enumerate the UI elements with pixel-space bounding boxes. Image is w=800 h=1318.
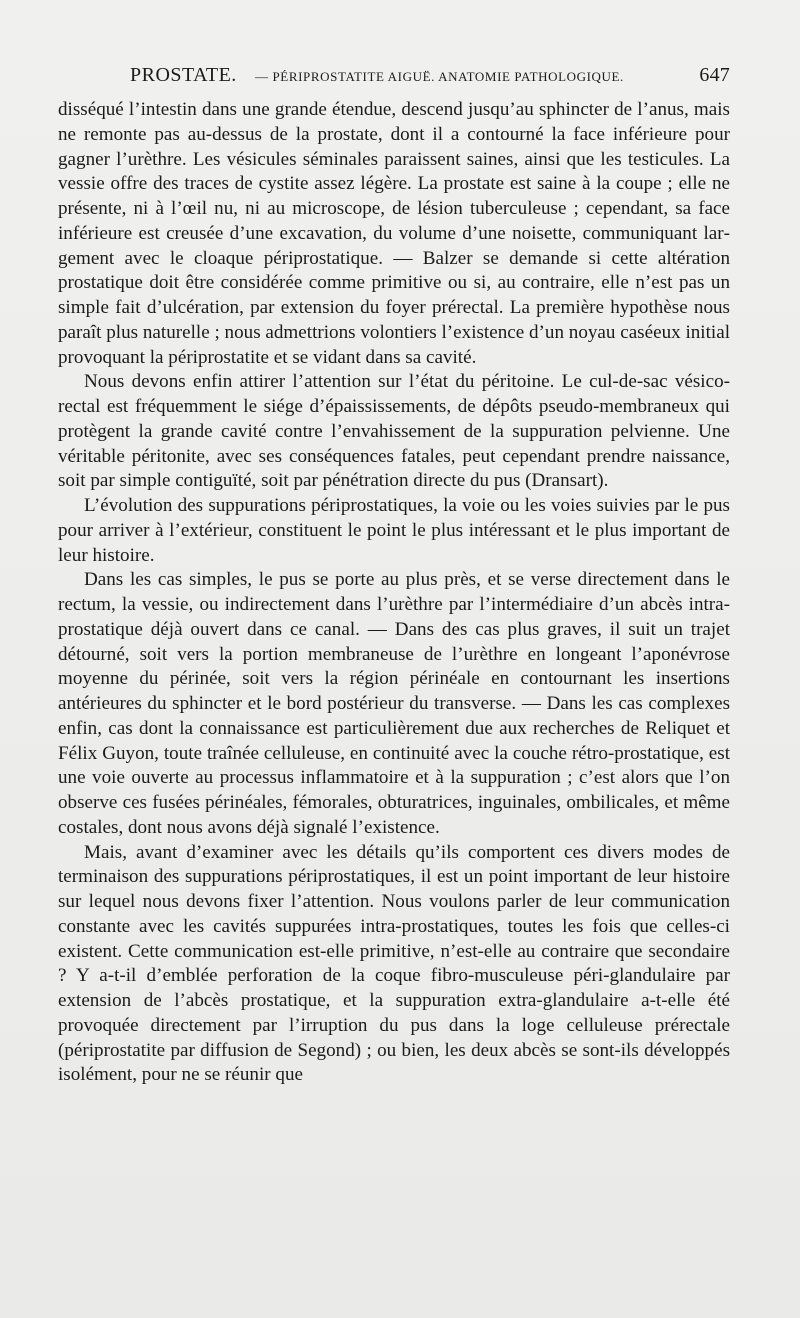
running-head-title: PROSTATE. — [130, 64, 237, 86]
paragraph-communication: Mais, avant d’examiner avec les détails qu’ils comportent ces divers modes de terminaison des suppurations périprostatiques, il est un point important de leur histoire sur lequel nous devons fixer l’attention. Nous voulons parler de leur communication constante avec les cavités suppurées intra-prostatiques, toutes les fois que celles-ci existent. Cette communication est-elle primitive, n’est-elle au contraire que secondaire ? Y a-t-il d’emblée perforation de la coque fibro-musculeuse péri-glandulaire par extension de l’abcès prostatique, et la suppuration extra-glandulaire a-t-elle été provoquée directement par l’irruption du pus dans la loge celluleuse prérectale (périprostatite par diffusion de Segond) ; ou bien, les deux abcès se sont-ils développés isolément, pour ne se réunir que — [58, 841, 730, 1086]
paragraph-peritoine: Nous devons enfin attirer l’attention sur l’état du péritoine. Le cul-de-sac vésico-rectal est fréquemment le siége d’épaississements, de dépôts pseudo-membraneux qui protègent la grande cavité contre l’envahissement de la suppuration pelvienne. Une véritable péritonite, avec ses conséquences fatales, peut cependant prendre naissance, soit par simple contiguïté, soit par pénétration directe du pus (Dransart). — [58, 371, 730, 492]
running-head-subtitle: — PÉRIPROSTATITE AIGUË. ANATOMIE PATHOLOGIQUE. — [255, 69, 624, 84]
page-number: 647 — [699, 64, 730, 86]
body-text — [58, 98, 730, 1088]
running-head — [60, 62, 730, 88]
paragraph-cas-simples: Dans les cas simples, le pus se porte au plus près, et se verse directement dans le rectum, la vessie, ou indirectement dans l’urèthre par l’intermédiaire d’un abcès intra-prostatique déjà ouvert dans ce canal. — Dans des cas plus graves, il suit un trajet détourné, soit vers la portion membraneuse de l’urèthre en longeant l’aponévrose moyenne du périnée, soit vers la région périnéale en contournant les insertions antérieures du sphincter et le bord postérieur du transverse. — Dans les cas complexes enfin, cas dont la connaissance est particulièrement due aux recherches de Reliquet et Félix Guyon, toute traînée celluleuse, en continuité avec la couche rétro-prostatique, est une voie ouverte au processus inflammatoire et à la suppuration ; c’est alors que l’on observe ces fusées périnéales, fémorales, obturatrices, inguinales, ombilicales, et même costales, dont nous avons déjà signalé l’existence. — [58, 569, 730, 838]
paragraph-evolution: L’évolution des suppurations périprostatiques, la voie ou les voies suivies par le pus pour arriver à l’extérieur, constituent le point le plus intéressant et le plus important de leur histoire. — [58, 495, 730, 566]
paragraph-continued: disséqué l’intestin dans une grande étendue, descend jusqu’au sphincter de l’anus, mais ne remonte pas au-dessus de la prostate, dont il a contourné la face inférieure pour gagner l’urèthre. Les vésicules séminales paraissent saines, ainsi que les testicules. La vessie offre des traces de cystite assez légère. La prostate est saine à la coupe ; elle ne présente, ni à l’œil nu, ni au microscope, de lésion tuberculeuse ; cependant, sa face inférieure est creusée d’une excavation, du volume d’une noisette, communiquant largement avec le cloaque périprostatique. — Balzer se demande si cette altération prostatique doit être considérée comme primitive ou si, au contraire, elle n’est pas un simple fait d’ulcération, par extension du foyer prérectal. La première hypothèse nous paraît plus naturelle ; nous admettrions volontiers l’existence d’un noyau caséeux initial provoquant la périprostatite et se vidant dans sa cavité. — [58, 99, 730, 368]
